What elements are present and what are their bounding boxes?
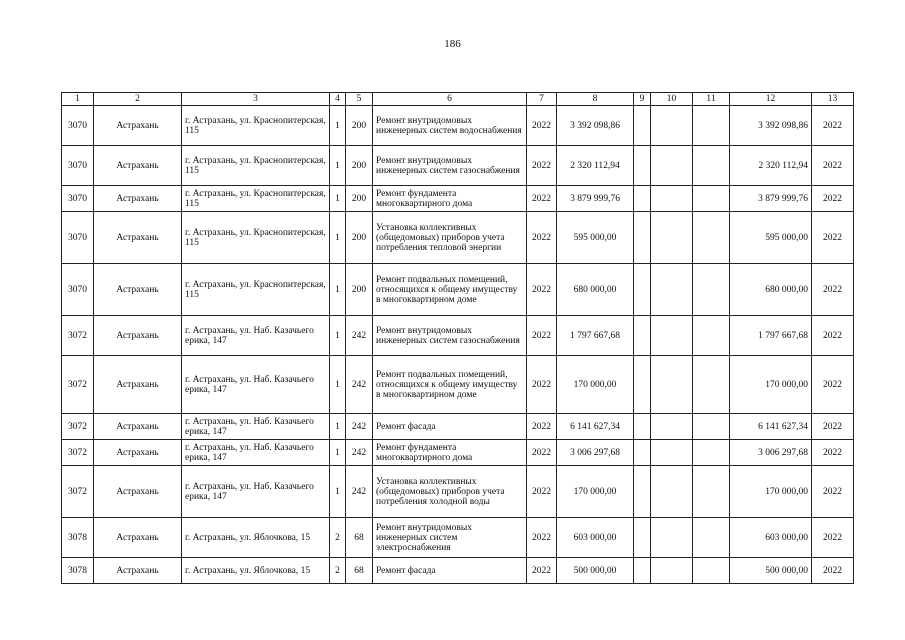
cell-col-8: 6 141 627,34 — [557, 414, 634, 440]
cell-col-4: 1 — [330, 146, 346, 186]
table-row — [62, 466, 854, 518]
cell-col-1: 3078 — [62, 558, 94, 584]
cell-col-5: 200 — [346, 106, 373, 146]
cell-col-6: Ремонт фасада — [373, 558, 527, 584]
cell-col-9 — [634, 212, 651, 264]
cell-col-11 — [693, 212, 730, 264]
cell-col-1: 3072 — [62, 440, 94, 466]
column-number-10: 10 — [651, 93, 693, 106]
cell-col-10 — [651, 466, 693, 518]
page-number: 186 — [444, 38, 461, 50]
table-row — [62, 186, 854, 212]
cell-col-4: 1 — [330, 466, 346, 518]
cell-col-1: 3072 — [62, 466, 94, 518]
cell-col-3: г. Астрахань, ул. Краснопитерская, 115 — [182, 264, 330, 316]
cell-col-8: 3 879 999,76 — [557, 186, 634, 212]
cell-col-12: 3 879 999,76 — [730, 186, 812, 212]
cell-col-6: Ремонт внутридомовых инженерных систем водоснабжения — [373, 106, 527, 146]
cell-col-10 — [651, 558, 693, 584]
cell-col-3: г. Астрахань, ул. Наб. Казачьего ерика, 147 — [182, 316, 330, 356]
cell-col-8: 3 392 098,86 — [557, 106, 634, 146]
column-number-13: 13 — [812, 93, 854, 106]
cell-col-10 — [651, 106, 693, 146]
cell-col-1: 3070 — [62, 106, 94, 146]
column-number-7: 7 — [527, 93, 557, 106]
cell-col-1: 3070 — [62, 146, 94, 186]
column-number-9: 9 — [634, 93, 651, 106]
cell-col-3: г. Астрахань, ул. Яблочкова, 15 — [182, 518, 330, 558]
cell-col-13: 2022 — [812, 106, 854, 146]
cell-col-11 — [693, 558, 730, 584]
cell-col-11 — [693, 440, 730, 466]
cell-col-2: Астрахань — [94, 356, 182, 414]
table-row — [62, 146, 854, 186]
cell-col-9 — [634, 264, 651, 316]
table-row — [62, 212, 854, 264]
cell-col-7: 2022 — [527, 186, 557, 212]
cell-col-8: 170 000,00 — [557, 466, 634, 518]
cell-col-3: г. Астрахань, ул. Наб. Казачьего ерика, 147 — [182, 414, 330, 440]
cell-col-11 — [693, 146, 730, 186]
cell-col-7: 2022 — [527, 466, 557, 518]
cell-col-6: Ремонт внутридомовых инженерных систем электроснабжения — [373, 518, 527, 558]
cell-col-10 — [651, 440, 693, 466]
cell-col-7: 2022 — [527, 106, 557, 146]
cell-col-12: 680 000,00 — [730, 264, 812, 316]
cell-col-4: 1 — [330, 186, 346, 212]
cell-col-10 — [651, 414, 693, 440]
column-number-11: 11 — [693, 93, 730, 106]
cell-col-3: г. Астрахань, ул. Краснопитерская, 115 — [182, 186, 330, 212]
cell-col-11 — [693, 518, 730, 558]
table-body — [62, 93, 854, 584]
table-row — [62, 356, 854, 414]
cell-col-7: 2022 — [527, 558, 557, 584]
cell-col-10 — [651, 356, 693, 414]
cell-col-3: г. Астрахань, ул. Наб. Казачьего ерика, 147 — [182, 440, 330, 466]
cell-col-4: 1 — [330, 356, 346, 414]
cell-col-4: 1 — [330, 106, 346, 146]
cell-col-12: 170 000,00 — [730, 466, 812, 518]
cell-col-6: Ремонт фундамента многоквартирного дома — [373, 440, 527, 466]
cell-col-9 — [634, 558, 651, 584]
cell-col-7: 2022 — [527, 440, 557, 466]
cell-col-2: Астрахань — [94, 186, 182, 212]
cell-col-9 — [634, 466, 651, 518]
cell-col-6: Установка коллективных (общедомовых) приборов учета потребления холодной воды — [373, 466, 527, 518]
cell-col-6: Ремонт подвальных помещений, относящихся к общему имуществу в многоквартирном доме — [373, 356, 527, 414]
cell-col-2: Астрахань — [94, 106, 182, 146]
cell-col-2: Астрахань — [94, 264, 182, 316]
cell-col-1: 3078 — [62, 518, 94, 558]
cell-col-10 — [651, 186, 693, 212]
cell-col-2: Астрахань — [94, 518, 182, 558]
cell-col-2: Астрахань — [94, 316, 182, 356]
cell-col-9 — [634, 186, 651, 212]
cell-col-2: Астрахань — [94, 414, 182, 440]
cell-col-5: 242 — [346, 466, 373, 518]
cell-col-4: 2 — [330, 558, 346, 584]
cell-col-12: 1 797 667,68 — [730, 316, 812, 356]
cell-col-13: 2022 — [812, 414, 854, 440]
cell-col-10 — [651, 316, 693, 356]
cell-col-2: Астрахань — [94, 558, 182, 584]
cell-col-4: 1 — [330, 264, 346, 316]
column-number-2: 2 — [94, 93, 182, 106]
cell-col-13: 2022 — [812, 212, 854, 264]
cell-col-7: 2022 — [527, 356, 557, 414]
column-number-12: 12 — [730, 93, 812, 106]
cell-col-5: 200 — [346, 146, 373, 186]
cell-col-13: 2022 — [812, 518, 854, 558]
cell-col-12: 2 320 112,94 — [730, 146, 812, 186]
cell-col-6: Ремонт внутридомовых инженерных систем газоснабжения — [373, 146, 527, 186]
cell-col-13: 2022 — [812, 356, 854, 414]
cell-col-13: 2022 — [812, 466, 854, 518]
cell-col-4: 2 — [330, 518, 346, 558]
column-number-4: 4 — [330, 93, 346, 106]
cell-col-11 — [693, 356, 730, 414]
cell-col-5: 200 — [346, 264, 373, 316]
cell-col-11 — [693, 186, 730, 212]
cell-col-5: 200 — [346, 212, 373, 264]
cell-col-12: 170 000,00 — [730, 356, 812, 414]
cell-col-1: 3072 — [62, 414, 94, 440]
table-row — [62, 518, 854, 558]
cell-col-10 — [651, 264, 693, 316]
table-row — [62, 264, 854, 316]
cell-col-5: 242 — [346, 440, 373, 466]
table-row — [62, 440, 854, 466]
table-row — [62, 106, 854, 146]
cell-col-9 — [634, 316, 651, 356]
cell-col-8: 603 000,00 — [557, 518, 634, 558]
cell-col-11 — [693, 264, 730, 316]
cell-col-13: 2022 — [812, 264, 854, 316]
cell-col-13: 2022 — [812, 316, 854, 356]
cell-col-9 — [634, 106, 651, 146]
cell-col-6: Ремонт фундамента многоквартирного дома — [373, 186, 527, 212]
cell-col-10 — [651, 146, 693, 186]
cell-col-13: 2022 — [812, 146, 854, 186]
cell-col-7: 2022 — [527, 316, 557, 356]
cell-col-11 — [693, 466, 730, 518]
cell-col-6: Ремонт фасада — [373, 414, 527, 440]
column-number-1: 1 — [62, 93, 94, 106]
cell-col-12: 603 000,00 — [730, 518, 812, 558]
cell-col-11 — [693, 106, 730, 146]
cell-col-12: 3 006 297,68 — [730, 440, 812, 466]
cell-col-1: 3070 — [62, 264, 94, 316]
cell-col-9 — [634, 356, 651, 414]
cell-col-11 — [693, 316, 730, 356]
cell-col-5: 68 — [346, 518, 373, 558]
cell-col-6: Установка коллективных (общедомовых) приборов учета потребления тепловой энергии — [373, 212, 527, 264]
cell-col-8: 3 006 297,68 — [557, 440, 634, 466]
cell-col-8: 2 320 112,94 — [557, 146, 634, 186]
cell-col-3: г. Астрахань, ул. Яблочкова, 15 — [182, 558, 330, 584]
column-number-5: 5 — [346, 93, 373, 106]
cell-col-12: 6 141 627,34 — [730, 414, 812, 440]
cell-col-1: 3072 — [62, 316, 94, 356]
cell-col-4: 1 — [330, 414, 346, 440]
cell-col-5: 242 — [346, 356, 373, 414]
cell-col-8: 1 797 667,68 — [557, 316, 634, 356]
cell-col-8: 680 000,00 — [557, 264, 634, 316]
cell-col-6: Ремонт подвальных помещений, относящихся к общему имуществу в многоквартирном доме — [373, 264, 527, 316]
cell-col-5: 242 — [346, 316, 373, 356]
cell-col-9 — [634, 146, 651, 186]
cell-col-5: 242 — [346, 414, 373, 440]
cell-col-3: г. Астрахань, ул. Краснопитерская, 115 — [182, 106, 330, 146]
cell-col-4: 1 — [330, 440, 346, 466]
cell-col-2: Астрахань — [94, 146, 182, 186]
cell-col-10 — [651, 212, 693, 264]
cell-col-1: 3070 — [62, 212, 94, 264]
cell-col-10 — [651, 518, 693, 558]
cell-col-7: 2022 — [527, 146, 557, 186]
cell-col-8: 170 000,00 — [557, 356, 634, 414]
cell-col-7: 2022 — [527, 212, 557, 264]
cell-col-8: 595 000,00 — [557, 212, 634, 264]
table-row — [62, 558, 854, 584]
cell-col-7: 2022 — [527, 414, 557, 440]
cell-col-11 — [693, 414, 730, 440]
column-number-3: 3 — [182, 93, 330, 106]
cell-col-1: 3072 — [62, 356, 94, 414]
table-row — [62, 316, 854, 356]
cell-col-4: 1 — [330, 316, 346, 356]
cell-col-9 — [634, 440, 651, 466]
column-number-row — [62, 93, 854, 106]
cell-col-8: 500 000,00 — [557, 558, 634, 584]
cell-col-12: 595 000,00 — [730, 212, 812, 264]
cell-col-2: Астрахань — [94, 440, 182, 466]
cell-col-3: г. Астрахань, ул. Наб. Казачьего ерика, 147 — [182, 356, 330, 414]
cell-col-3: г. Астрахань, ул. Краснопитерская, 115 — [182, 212, 330, 264]
column-number-6: 6 — [373, 93, 527, 106]
cell-col-4: 1 — [330, 212, 346, 264]
cell-col-9 — [634, 414, 651, 440]
cell-col-1: 3070 — [62, 186, 94, 212]
cell-col-13: 2022 — [812, 440, 854, 466]
cell-col-5: 68 — [346, 558, 373, 584]
cell-col-5: 200 — [346, 186, 373, 212]
cell-col-3: г. Астрахань, ул. Наб. Казачьего ерика, 147 — [182, 466, 330, 518]
cell-col-12: 3 392 098,86 — [730, 106, 812, 146]
cell-col-2: Астрахань — [94, 466, 182, 518]
cell-col-7: 2022 — [527, 264, 557, 316]
table-row — [62, 414, 854, 440]
cell-col-13: 2022 — [812, 186, 854, 212]
cell-col-9 — [634, 518, 651, 558]
column-number-8: 8 — [557, 93, 634, 106]
repair-schedule-table — [61, 92, 854, 584]
cell-col-13: 2022 — [812, 558, 854, 584]
cell-col-7: 2022 — [527, 518, 557, 558]
cell-col-12: 500 000,00 — [730, 558, 812, 584]
cell-col-3: г. Астрахань, ул. Краснопитерская, 115 — [182, 146, 330, 186]
cell-col-6: Ремонт внутридомовых инженерных систем газоснабжения — [373, 316, 527, 356]
cell-col-2: Астрахань — [94, 212, 182, 264]
